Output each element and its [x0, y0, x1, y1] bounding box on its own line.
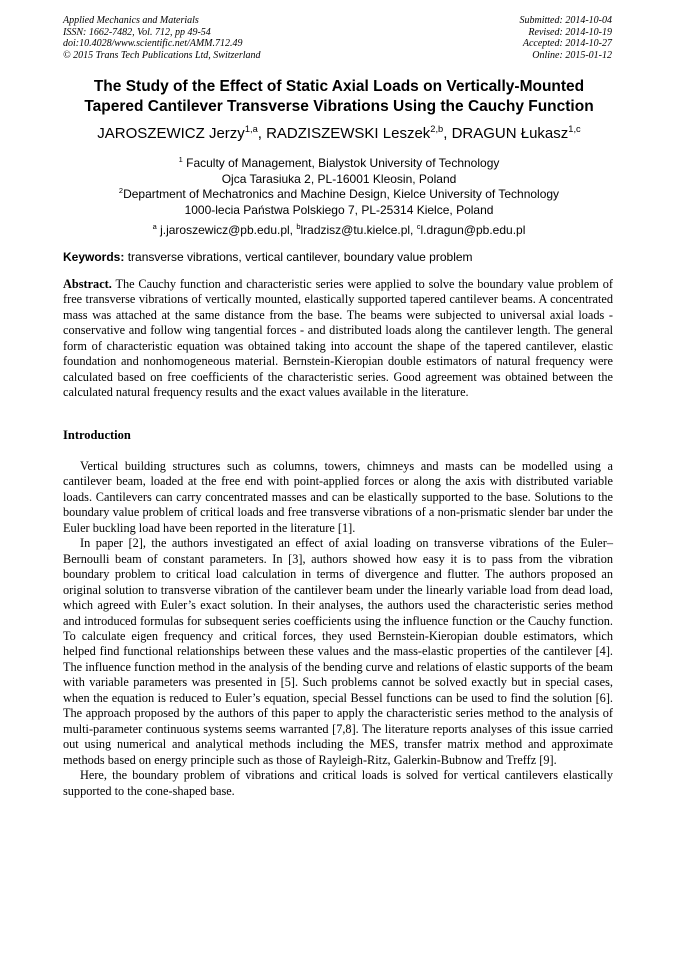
- publication-dates: [520, 15, 613, 61]
- accepted-date: Accepted: 2014-10-27: [522, 38, 612, 49]
- doi: doi:10.4028/www.scientific.net/AMM.712.49: [63, 38, 243, 49]
- title-line-2: Tapered Cantilever Transverse Vibrations Using the Cauchy Function: [84, 98, 594, 115]
- email-link[interactable]: lradzisz@tu.kielce.pl: [300, 223, 411, 237]
- submitted-date: Submitted: 2014-10-04: [519, 15, 612, 26]
- affiliation-2-line-1: $^2$Department of Mechatronics and Machine Design, Kielce University of Technology: [118, 186, 560, 202]
- paragraph: In paper [2], the authors investigated an effect of axial loading on transverse vibrations of the Euler–Bernoulli beam of constant parameters. In [3], authors showed how easy it is to pass from the vibration boundary problem to critical load calculation in terms of divergence and flutter. The authors proposed an original solution to transverse vibration of the cantilever beam under the linearly variable load from dead load, which agreed with Euler’s exact solution. In their analyses, the authors used the characteristic series method and introduced formulas for subsequent series coefficients using the influence function or the Cauchy function. To calculate eigen frequency and critical forces, they used Bernstein-Kieropian double estimators, which helped find functional relationships between these values and the mass-elastic properties of the cantilever [4]. The influence function method in the analysis of the bending curve and relations of elastic supports of the beam with variable parameters was presented in [5]. Such problems cannot be solved exactly but in special cases, when the equation is reduced to Euler’s equation, special Bessel functions can be used to find the solution [6]. The approach proposed by the authors of this paper to apply the characteristic series method to the analysis of multi-parameter continuous systems seems warranted [7,8]. The literature reports analyses of this issue carried out using numerical and analytical methods including the MES, transfer matrix method and approximate methods based on energy principle such as those of Rayleigh-Ritz, Galerkin-Bubnow and Treffz [9].: [63, 536, 613, 767]
- keywords-text: transverse vibrations, vertical cantilever, boundary value problem: [127, 250, 473, 264]
- abstract-label: Abstract.: [63, 277, 112, 291]
- affiliation-2-line-2: 1000-lecia Państwa Polskiego 7, PL-25314 Kielce, Poland: [184, 202, 494, 217]
- introduction-body: [63, 459, 613, 799]
- revised-date: Revised: 2014-10-19: [528, 26, 612, 38]
- affiliation-1-line-1: $^1$ Faculty of Management, Bialystok University of Technology: [178, 155, 500, 170]
- section-heading-introduction: Introduction: [63, 428, 131, 442]
- journal-name: Applied Mechanics and Materials: [63, 15, 199, 26]
- affiliation-1-line-2: Ojca Tarasiuka 2, PL-16001 Kleosin, Poland: [221, 171, 457, 186]
- paragraph: Here, the boundary problem of vibrations and critical loads is solved for vertical cantilevers elastically supported to the cone-shaped base.: [63, 768, 613, 798]
- author-emails: $^a$ j.jaroszewicz@pb.edu.pl, $^b$lradzisz@tu.kielce.pl, $^c$l.dragun@pb.edu.pl: [152, 222, 526, 237]
- keywords: [63, 250, 473, 264]
- author: RADZISZEWSKI Leszek$^{2,b}$: [266, 124, 444, 142]
- copyright: © 2015 Trans Tech Publications Ltd, Switzerland: [63, 49, 261, 61]
- abstract-text: The Cauchy function and characteristic series were applied to solve the boundary value problem of free transverse vibrations of vertically mounted, elastically supported tapered cantilever beams. A concentrated mass was attached at the same distance from the base. The beams were subjected to universal axial loads - conservative and follow wing tangential forces - and distributed loads along the cantilever length. The general form of characteristic equation was obtained taking into account the shape of the tapered cantilever, elastic foundation and nonhomogeneous material. Bernstein-Kieropian double estimators of natural frequency were calculated based on free coefficients of the characteristic series. Good agreement was obtained between the calculated natural frequency results and the exact values available in the literature.: [63, 277, 614, 400]
- author: DRAGUN Łukasz$^{1,c}$: [451, 124, 581, 142]
- author: JAROSZEWICZ Jerzy$^{1,a}$: [97, 124, 258, 142]
- issn: ISSN: 1662-7482, Vol. 712, pp 49-54: [63, 26, 211, 38]
- email-link[interactable]: j.jaroszewicz@pb.edu.pl: [160, 223, 290, 237]
- email-link[interactable]: l.dragun@pb.edu.pl: [420, 223, 526, 237]
- affiliations: [20, 156, 658, 218]
- abstract: [63, 277, 613, 401]
- journal-info: [63, 15, 261, 61]
- paragraph: Vertical building structures such as columns, towers, chimneys and masts can be modelled using a cantilever beam, loaded at the free end with point-applied forces or along the axis with distributed variable loads. Cantilevers can carry concentrated masses and can be elastically supported to the base. Solutions to the boundary value problem of critical loads and free transverse vibrations of a non-prismatic slender bar under the Euler buckling load have been reported in the literature [1].: [63, 459, 613, 535]
- online-date: Online: 2015-01-12: [532, 49, 612, 61]
- keywords-label: Keywords:: [63, 250, 125, 264]
- author-list: JAROSZEWICZ Jerzy$^{1,a}$, RADZISZEWSKI Leszek$^{2,b}$, DRAGUN Łukasz$^{1,c}$: [97, 124, 581, 142]
- title-line-1: The Study of the Effect of Static Axial Loads on Vertically-Mounted: [93, 78, 585, 95]
- paper-title: [40, 77, 638, 117]
